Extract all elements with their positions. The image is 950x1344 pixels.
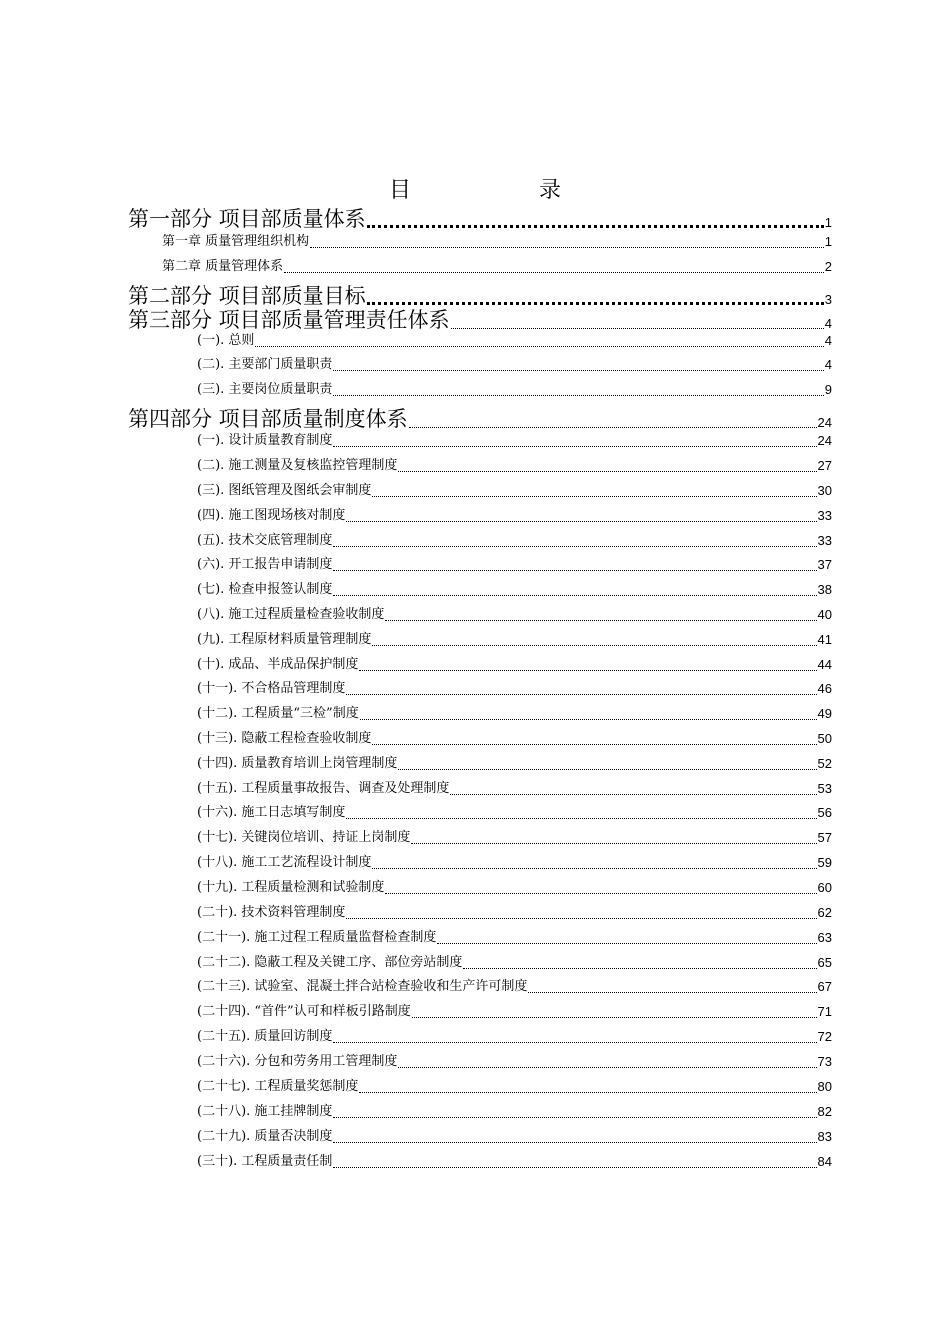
dot-leader [333, 570, 816, 571]
toc-part-entry[interactable] [128, 206, 832, 232]
toc-page-number: 30 [817, 483, 832, 498]
toc-section-entry[interactable] [197, 829, 832, 847]
toc-entry-label: (十八). 施工工艺流程设计制度 [197, 855, 372, 870]
toc-entry-label: (三十). 工程质量责任制 [197, 1154, 333, 1169]
toc-page-number: 71 [817, 1004, 832, 1019]
toc-page-number: 50 [817, 731, 832, 746]
toc-page-number: 4 [824, 357, 832, 372]
dot-leader [398, 769, 816, 770]
dot-leader [398, 1067, 816, 1068]
toc-entry-label: (一). 设计质量教育制度 [197, 433, 333, 448]
dot-leader [346, 521, 816, 522]
dot-leader [463, 968, 816, 969]
toc-page-number: 63 [817, 930, 832, 945]
toc-entry-label: 第二章 质量管理体系 [162, 259, 284, 274]
toc-page-number: 1 [824, 215, 832, 230]
toc-page-number: 1 [824, 234, 832, 249]
dot-leader [333, 546, 816, 547]
toc-section-entry[interactable] [197, 556, 832, 574]
toc-entry-label: (十). 成品、半成品保护制度 [197, 657, 359, 672]
dot-leader [333, 1167, 816, 1168]
toc-part-entry[interactable] [128, 307, 832, 333]
toc-section-entry[interactable] [197, 879, 832, 897]
toc-entry-label: (二十四). “首件”认可和样板引路制度 [197, 1004, 411, 1019]
dot-leader [385, 620, 816, 621]
toc-page-number: 65 [817, 955, 832, 970]
toc-page-number: 73 [817, 1054, 832, 1069]
toc-page-number: 59 [817, 855, 832, 870]
toc-section-entry[interactable] [197, 581, 832, 599]
toc-entry-label: (二十八). 施工挂牌制度 [197, 1104, 333, 1119]
dot-leader [359, 670, 816, 671]
dot-leader [333, 1142, 816, 1143]
toc-entry-label: (二十六). 分包和劳务用工管理制度 [197, 1054, 398, 1069]
toc-page-number: 4 [824, 316, 832, 331]
toc-section-entry[interactable] [197, 507, 832, 525]
toc-page-number: 72 [817, 1029, 832, 1044]
toc-section-entry[interactable] [197, 1003, 832, 1021]
toc-page-number: 4 [824, 333, 832, 348]
toc-entry-label: (一). 总则 [197, 333, 255, 348]
toc-section-entry[interactable] [197, 606, 832, 624]
toc-page-number: 84 [817, 1154, 832, 1169]
toc-entry-label: (五). 技术交底管理制度 [197, 533, 333, 548]
toc-page-number: 27 [817, 458, 832, 473]
dot-leader [385, 893, 816, 894]
toc-page-number: 2 [824, 259, 832, 274]
toc-entry-label: (二十一). 施工过程工程质量监督检查制度 [197, 930, 437, 945]
toc-page-number: 46 [817, 681, 832, 696]
toc-entry-label: 第二部分 项目部质量目标 [128, 284, 366, 308]
toc-section-entry[interactable] [197, 457, 832, 475]
toc-entry-label: (二十二). 隐蔽工程及关键工序、部位旁站制度 [197, 955, 463, 970]
toc-page-number: 37 [817, 557, 832, 572]
toc-chapter-entry[interactable] [162, 233, 832, 251]
toc-page-number: 83 [817, 1129, 832, 1144]
dot-leader [333, 395, 823, 396]
dot-leader [333, 446, 816, 447]
toc-title: 目 录 [388, 178, 589, 203]
dot-leader [372, 744, 816, 745]
toc-entry-label: 第一章 质量管理组织机构 [162, 234, 310, 249]
toc-page-number: 62 [817, 905, 832, 920]
toc-entry-label: (二). 施工测量及复核监控管理制度 [197, 458, 398, 473]
toc-section-entry[interactable] [197, 656, 832, 674]
toc-page-number: 38 [817, 582, 832, 597]
dot-leader [451, 328, 824, 329]
toc-entry-label: (四). 施工图现场核对制度 [197, 508, 346, 523]
toc-entry-label: (二). 主要部门质量职责 [197, 357, 333, 372]
toc-section-entry[interactable] [197, 929, 832, 947]
toc-page-number: 33 [817, 508, 832, 523]
dot-leader [333, 1042, 816, 1043]
toc-entry-label: (十六). 施工日志填写制度 [197, 805, 346, 820]
toc-page-number: 53 [817, 781, 832, 796]
dot-leader [372, 645, 816, 646]
toc-section-entry[interactable] [197, 631, 832, 649]
toc-section-entry[interactable] [197, 332, 832, 350]
toc-page-number: 9 [824, 382, 832, 397]
toc-part-entry[interactable] [128, 283, 832, 309]
dot-leader [333, 1117, 816, 1118]
toc-page-number: 80 [817, 1079, 832, 1094]
toc-entry-label: (十五). 工程质量事故报告、调查及处理制度 [197, 781, 450, 796]
toc-section-entry[interactable] [197, 978, 832, 996]
toc-section-entry[interactable] [197, 705, 832, 723]
dot-leader [333, 370, 823, 371]
toc-entry-label: (六). 开工报告申请制度 [197, 557, 333, 572]
dot-leader [367, 225, 824, 228]
toc-entry-label: 第三部分 项目部质量管理责任体系 [128, 308, 450, 332]
toc-page-number: 67 [817, 979, 832, 994]
dot-leader [359, 1092, 816, 1093]
toc-entry-label: (十一). 不合格品管理制度 [197, 681, 346, 696]
toc-section-entry[interactable] [197, 482, 832, 500]
toc-entry-label: (八). 施工过程质量检查验收制度 [197, 607, 385, 622]
toc-entry-label: (二十). 技术资料管理制度 [197, 905, 346, 920]
toc-entry-label: 第一部分 项目部质量体系 [128, 207, 366, 231]
toc-page-number: 82 [817, 1104, 832, 1119]
dot-leader [437, 943, 816, 944]
toc-page-number: 33 [817, 533, 832, 548]
dot-leader [360, 719, 817, 720]
toc-section-entry[interactable] [197, 356, 832, 374]
toc-entry-label: (九). 工程原材料质量管理制度 [197, 632, 372, 647]
toc-entry-label: (二十九). 质量否决制度 [197, 1129, 333, 1144]
dot-leader [333, 595, 816, 596]
toc-page-number: 40 [817, 607, 832, 622]
toc-section-entry[interactable] [197, 730, 832, 748]
toc-section-entry[interactable] [197, 1103, 832, 1121]
toc-section-entry[interactable] [197, 780, 832, 798]
toc-entry-label: (十三). 隐蔽工程检查验收制度 [197, 731, 372, 746]
toc-section-entry[interactable] [197, 1053, 832, 1071]
dot-leader [255, 346, 823, 347]
toc-section-entry[interactable] [197, 854, 832, 872]
toc-page-number: 60 [817, 880, 832, 895]
toc-section-entry[interactable] [197, 1028, 832, 1046]
dot-leader [411, 843, 816, 844]
dot-leader [346, 818, 816, 819]
dot-leader [372, 868, 816, 869]
dot-leader [450, 794, 816, 795]
dot-leader [310, 247, 824, 248]
dot-leader [367, 302, 824, 305]
toc-page-number: 41 [817, 632, 832, 647]
toc-page-number: 24 [817, 415, 832, 430]
dot-leader [528, 992, 816, 993]
toc-entry-label: (七). 检查申报签认制度 [197, 582, 333, 597]
dot-leader [372, 496, 816, 497]
toc-section-entry[interactable] [197, 680, 832, 698]
toc-section-entry[interactable] [197, 804, 832, 822]
toc-entry-label: (三). 图纸管理及图纸会审制度 [197, 483, 372, 498]
toc-section-entry[interactable] [197, 954, 832, 972]
toc-part-entry[interactable] [128, 406, 832, 432]
dot-leader [412, 1017, 817, 1018]
toc-entry-label: (二十七). 工程质量奖惩制度 [197, 1079, 359, 1094]
toc-page-number: 56 [817, 805, 832, 820]
dot-leader [284, 272, 824, 273]
toc-chapter-entry[interactable] [162, 258, 832, 276]
toc-section-entry[interactable] [197, 1078, 832, 1096]
dot-leader [409, 427, 817, 428]
toc-section-entry[interactable] [197, 755, 832, 773]
dot-leader [346, 918, 816, 919]
toc-entry-label: (二十五). 质量回访制度 [197, 1029, 333, 1044]
toc-page-number: 24 [817, 433, 832, 448]
toc-section-entry[interactable] [197, 532, 832, 550]
dot-leader [398, 471, 816, 472]
toc-page-number: 52 [817, 756, 832, 771]
toc-section-entry[interactable] [197, 432, 832, 450]
toc-section-entry[interactable] [197, 1128, 832, 1146]
toc-entry-label: (十七). 关键岗位培训、持证上岗制度 [197, 830, 411, 845]
dot-leader [346, 694, 816, 695]
toc-entry-label: (三). 主要岗位质量职责 [197, 382, 333, 397]
toc-page-number: 44 [817, 657, 832, 672]
toc-entry-label: (十九). 工程质量检测和试验制度 [197, 880, 385, 895]
toc-entry-label: (二十三). 试验室、混凝土拌合站检查验收和生产许可制度 [197, 979, 528, 994]
toc-entry-label: (十四). 质量教育培训上岗管理制度 [197, 756, 398, 771]
toc-page-number: 57 [817, 830, 832, 845]
toc-entry-label: (十二). 工程质量“三检”制度 [197, 706, 359, 721]
toc-page-number: 49 [817, 706, 832, 721]
toc-page-number: 3 [824, 292, 832, 307]
toc-section-entry[interactable] [197, 381, 832, 399]
toc-entry-label: 第四部分 项目部质量制度体系 [128, 407, 408, 431]
toc-section-entry[interactable] [197, 904, 832, 922]
toc-section-entry[interactable] [197, 1153, 832, 1171]
